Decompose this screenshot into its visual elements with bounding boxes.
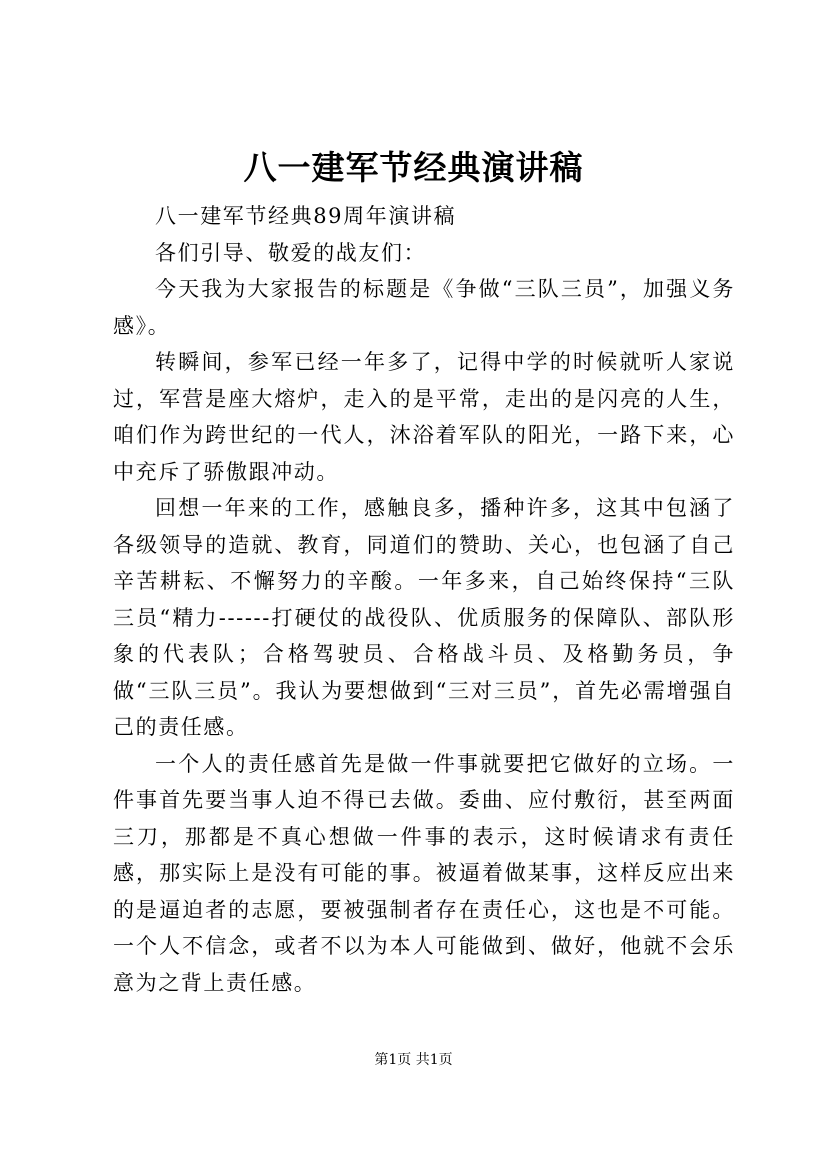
document-body bbox=[113, 198, 735, 1001]
paragraph-body-2: 回想一年来的工作，感触良多，播种许多，这其中包涵了各级领导的造就、教育，同道们的赞助、关心，也包涵了自己辛苦耕耘、不懈努力的辛酸。一年多来，自己始终保持“三队三员“精力------打硬仗的战役队、优质服务的保障队、部队形象的代表队；合格驾驶员、合格战斗员、及格勤务员，争做“三队三员”。我认为要想做到“三对三员”，首先必需增强自己的责任感。 bbox=[113, 496, 735, 739]
document-title: 八一建军节经典演讲稿 bbox=[243, 148, 584, 187]
paragraph-subtitle: 八一建军节经典89周年演讲稿 bbox=[155, 204, 457, 228]
paragraph-greeting: 各们引导、敬爱的战友们： bbox=[155, 240, 427, 265]
page-footer: 第1页 共1页 bbox=[374, 1052, 453, 1068]
paragraph-body-1: 转瞬间，参军已经一年多了，记得中学的时候就听人家说过，军营是座大熔炉，走入的是平常，走出的是闪亮的人生，咱们作为跨世纪的一代人，沐浴着军队的阳光，一路下来，心中充斥了骄傲跟冲动。 bbox=[113, 350, 735, 484]
paragraph-body-3: 一个人的责任感首先是做一件事就要把它做好的立场。一件事首先要当事人迫不得已去做。委曲、应付敷衍，甚至两面三刀，那都是不真心想做一件事的表示，这时候请求有责任感，那实际上是没有可能的事。被逼着做某事，这样反应出来的是逼迫者的志愿，要被强制者存在责任心，这也是不可能。一个人不信念，或者不以为本人可能做到、做好，他就不会乐意为之背上责任感。 bbox=[113, 751, 735, 995]
paragraph-topic: 今天我为大家报告的标题是《争做“三队三员”，加强义务感》。 bbox=[113, 277, 735, 338]
